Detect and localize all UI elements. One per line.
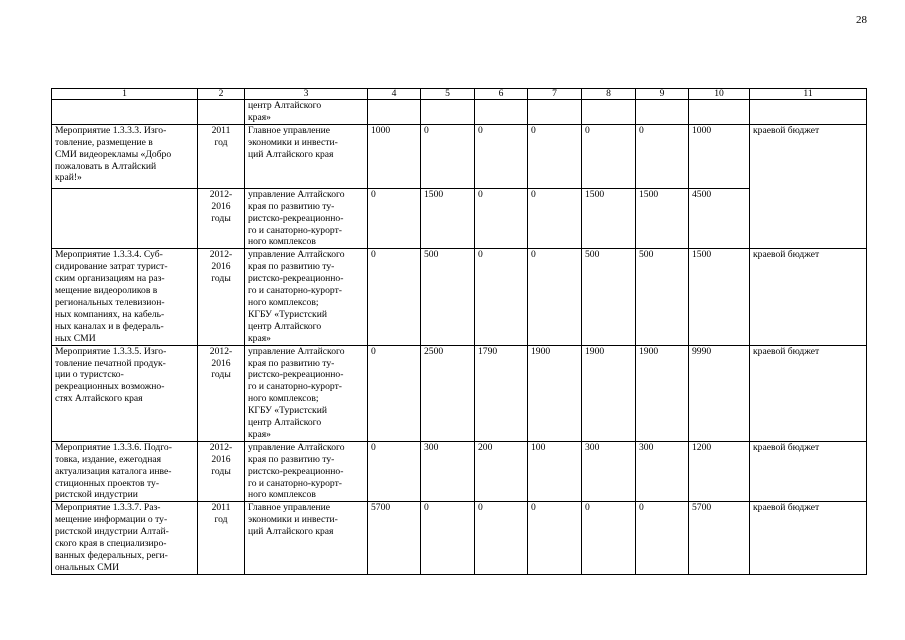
- value-cell: 4500: [689, 188, 750, 249]
- value-cell: 1000: [368, 124, 421, 188]
- table-row: [52, 249, 867, 345]
- value-cell: 1200: [689, 441, 750, 502]
- source-cell: краевой бюджет: [750, 124, 867, 249]
- table-row: [52, 188, 867, 249]
- period-cell: 2012- 2016 годы: [198, 345, 245, 441]
- value-cell: 100: [528, 441, 582, 502]
- executor-cell: Главное управление экономики и инвести- ций Алтайского края: [245, 502, 368, 574]
- value-cell: 300: [421, 441, 475, 502]
- value-cell: 9990: [689, 345, 750, 441]
- value-cell: 2500: [421, 345, 475, 441]
- event-cell: Мероприятие 1.3.3.3. Изго- товление, размещение в СМИ видеорекламы «Добро пожаловать в Алтайский край!»: [52, 124, 198, 188]
- executor-cell: управление Алтайского края по развитию ту- ристско-рекреационно- го и санаторно-курорт- ного комплексов; КГБУ «Туристский центр Алтайского края»: [245, 249, 368, 345]
- event-cell: Мероприятие 1.3.3.4. Суб- сидирование затрат турист- ским организациям на раз- мещение видеороликов в региональных телевизион- ных компаниях, на кабель- ных каналах и в федераль- ных СМИ: [52, 249, 198, 345]
- period-cell: 2011 год: [198, 502, 245, 574]
- period-cell: 2012- 2016 годы: [198, 249, 245, 345]
- value-cell: 200: [475, 441, 528, 502]
- executor-cell: управление Алтайского края по развитию ту- ристско-рекреационно- го и санаторно-курорт- ного комплексов: [245, 188, 368, 249]
- event-cell: Мероприятие 1.3.3.5. Изго- товление печатной продук- ции о туристско- рекреационных возможно- стях Алтайского края: [52, 345, 198, 441]
- value-cell: 0: [582, 502, 636, 574]
- event-cell: Мероприятие 1.3.3.6. Подго- товка, издание, ежегодная актуализация каталога инве- стиционных проектов ту- ристской индустрии: [52, 441, 198, 502]
- value-cell: 0: [528, 502, 582, 574]
- period-cell: 2012- 2016 годы: [198, 441, 245, 502]
- value-cell: 0: [368, 441, 421, 502]
- value-cell: 0: [528, 249, 582, 345]
- executor-cell: управление Алтайского края по развитию ту- ристско-рекреационно- го и санаторно-курорт- ного комплексов: [245, 441, 368, 502]
- value-cell: 1500: [689, 249, 750, 345]
- value-cell: 0: [421, 502, 475, 574]
- col-header-4: 4: [368, 89, 421, 100]
- value-cell: 1500: [636, 188, 689, 249]
- col-header-8: 8: [582, 89, 636, 100]
- value-cell: 0: [636, 124, 689, 188]
- table-row: [52, 100, 867, 125]
- value-cell: 5700: [368, 502, 421, 574]
- page-number: 28: [856, 14, 867, 26]
- header-row: [52, 89, 867, 100]
- value-cell: 0: [475, 502, 528, 574]
- value-cell: 0: [475, 249, 528, 345]
- value-cell: 0: [368, 188, 421, 249]
- table-row: [52, 124, 867, 188]
- events-table: [51, 88, 867, 575]
- executor-cell: управление Алтайского края по развитию ту- ристско-рекреационно- го и санаторно-курорт- ного комплексов; КГБУ «Туристский центр Алтайского края»: [245, 345, 368, 441]
- value-cell: 0: [475, 188, 528, 249]
- value-cell: 0: [582, 124, 636, 188]
- table-row: [52, 345, 867, 441]
- col-header-7: 7: [528, 89, 582, 100]
- col-header-2: 2: [198, 89, 245, 100]
- value-cell: 1500: [582, 188, 636, 249]
- value-cell: 500: [636, 249, 689, 345]
- table-row: [52, 502, 867, 574]
- source-cell: краевой бюджет: [750, 249, 867, 345]
- value-cell: 300: [582, 441, 636, 502]
- value-cell: 500: [582, 249, 636, 345]
- value-cell: 1900: [582, 345, 636, 441]
- value-cell: 1900: [528, 345, 582, 441]
- col-header-10: 10: [689, 89, 750, 100]
- value-cell: 1500: [421, 188, 475, 249]
- col-header-1: 1: [52, 89, 198, 100]
- executor-cell: Главное управление экономики и инвести- ций Алтайского края: [245, 124, 368, 188]
- value-cell: 0: [528, 124, 582, 188]
- table-row: [52, 441, 867, 502]
- value-cell: 1790: [475, 345, 528, 441]
- value-cell: 0: [368, 249, 421, 345]
- executor-cell: центр Алтайского края»: [245, 100, 368, 125]
- value-cell: 0: [636, 502, 689, 574]
- value-cell: 0: [368, 345, 421, 441]
- col-header-11: 11: [750, 89, 867, 100]
- period-cell: 2011 год: [198, 124, 245, 188]
- value-cell: 500: [421, 249, 475, 345]
- value-cell: 1900: [636, 345, 689, 441]
- col-header-9: 9: [636, 89, 689, 100]
- col-header-6: 6: [475, 89, 528, 100]
- value-cell: 0: [421, 124, 475, 188]
- value-cell: 300: [636, 441, 689, 502]
- value-cell: 0: [475, 124, 528, 188]
- value-cell: 5700: [689, 502, 750, 574]
- event-cell: Мероприятие 1.3.3.7. Раз- мещение информации о ту- ристской индустрии Алтай- ского края в специализиро- ванных федеральных, реги- ональных СМИ: [52, 502, 198, 574]
- value-cell: 1000: [689, 124, 750, 188]
- source-cell: краевой бюджет: [750, 502, 867, 574]
- source-cell: краевой бюджет: [750, 441, 867, 502]
- col-header-5: 5: [421, 89, 475, 100]
- source-cell: краевой бюджет: [750, 345, 867, 441]
- period-cell: 2012- 2016 годы: [198, 188, 245, 249]
- value-cell: 0: [528, 188, 582, 249]
- col-header-3: 3: [245, 89, 368, 100]
